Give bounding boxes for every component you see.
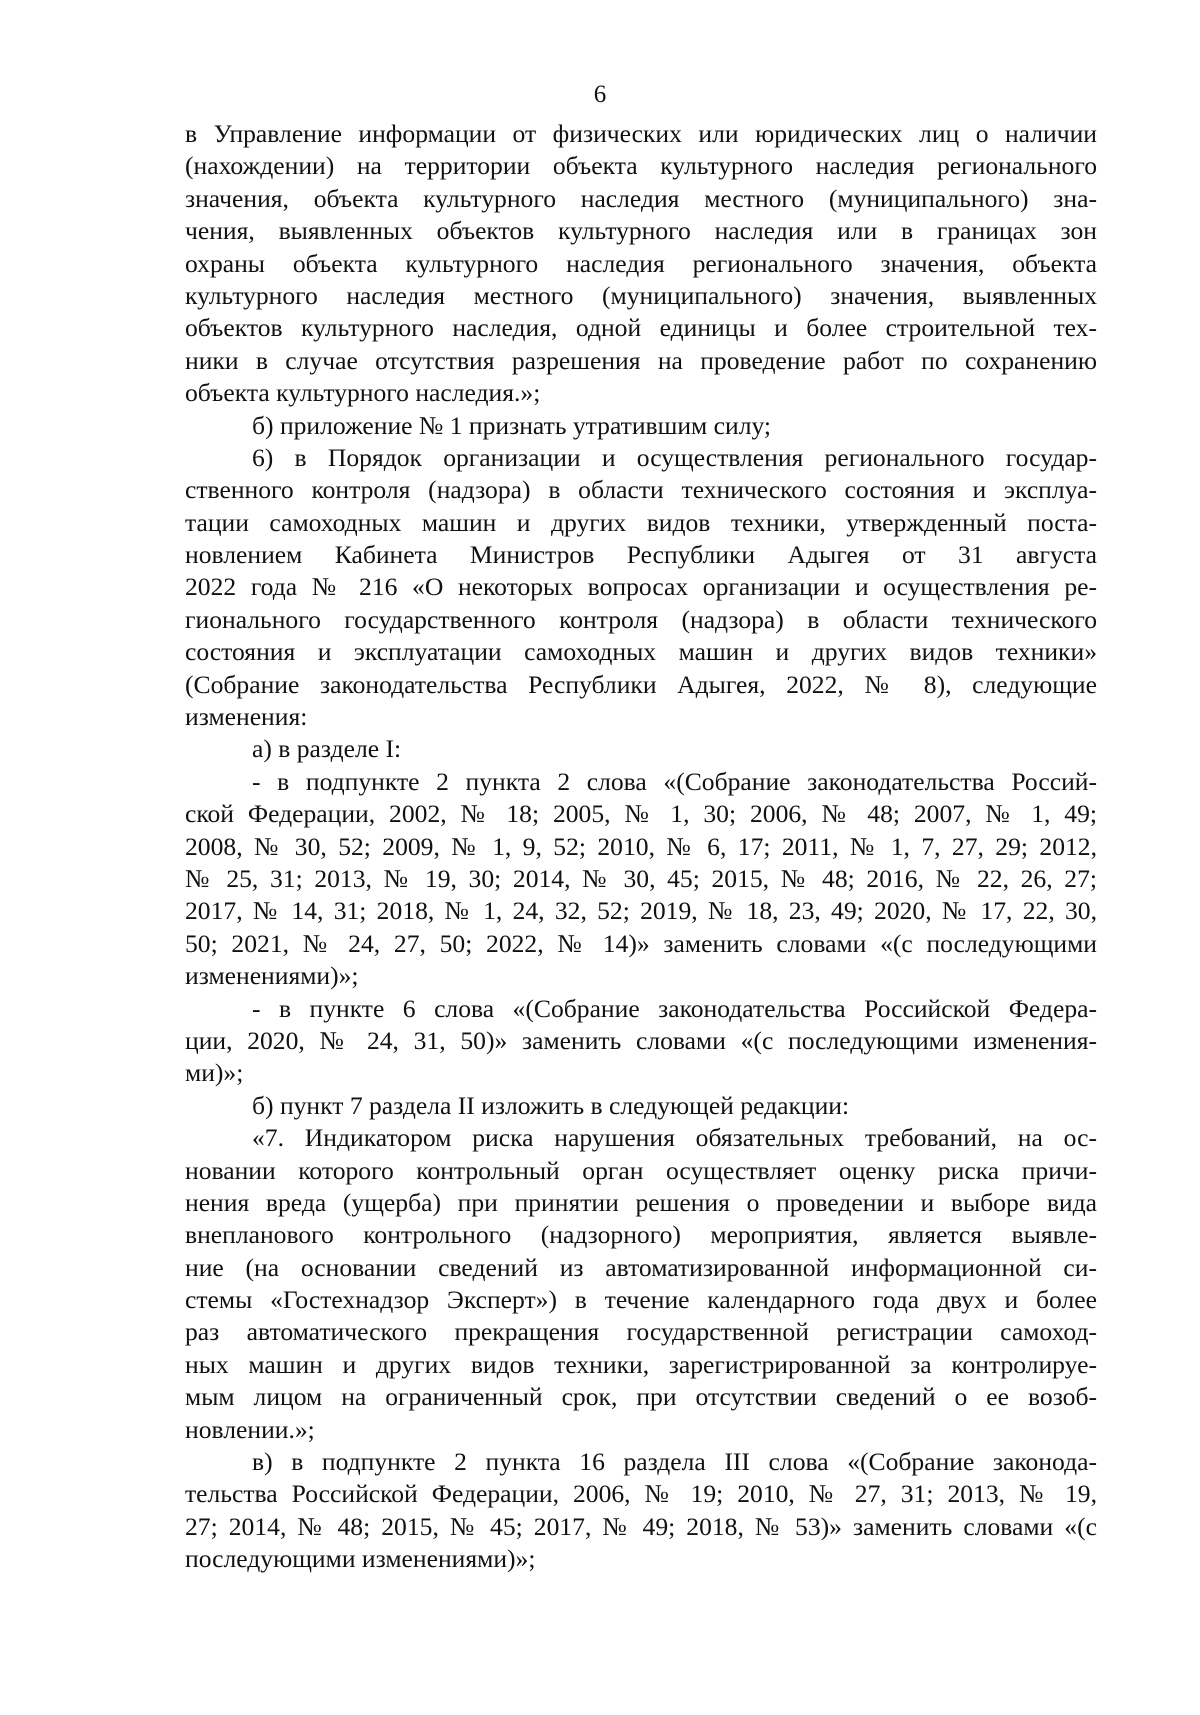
text-line: новлении.»; (185, 1414, 315, 1444)
text-line: новлением Кабинета Министров Республики Адыгея от 31 августа (185, 540, 1097, 570)
text-line: ской Федерации, 2002, № 18; 2005, № 1, 30; 2006, № 48; 2007, № 1, 49; (185, 799, 1097, 829)
text-line: в) в подпункте 2 пункта 16 раздела III слова «(Собрание законода- (252, 1447, 1097, 1477)
text-line: охраны объекта культурного наследия регионального значения, объекта (185, 248, 1097, 278)
text-line: состояния и эксплуатации самоходных машин и других видов техники» (185, 637, 1097, 667)
text-line: чения, выявленных объектов культурного наследия или в границах зон (185, 216, 1097, 246)
text-line: нения вреда (ущерба) при принятии решения о проведении и выборе вида (185, 1187, 1097, 1217)
text-line: стемы «Гостехнадзор Эксперт») в течение календарного года двух и более (185, 1285, 1097, 1315)
text-line: последующими изменениями)»; (185, 1544, 536, 1574)
text-line: тации самоходных машин и других видов техники, утвержденный поста- (185, 507, 1097, 537)
text-line: объектов культурного наследия, одной единицы и более строительной тех- (185, 313, 1097, 343)
text-line: раз автоматического прекращения государственной регистрации самоход- (185, 1317, 1097, 1347)
text-line: ции, 2020, № 24, 31, 50)» заменить словами «(с последующими изменения- (185, 1025, 1097, 1055)
page-number: 6 (593, 81, 607, 108)
document-body (185, 118, 1097, 1576)
text-line: в Управление информации от физических или юридических лиц о наличии (185, 119, 1097, 148)
text-line: культурного наследия местного (муниципального) значения, выявленных (185, 280, 1097, 310)
text-line: 50; 2021, № 24, 27, 50; 2022, № 14)» заменить словами «(с последующими (185, 928, 1097, 958)
text-line: ние (на основании сведений из автоматизированной информационной си- (185, 1252, 1097, 1282)
text-line: (нахождении) на территории объекта культурного наследия регионального (185, 151, 1097, 181)
text-line: объекта культурного наследия.»; (185, 378, 541, 408)
text-line: внепланового контрольного (надзорного) мероприятия, является выявле- (185, 1220, 1097, 1250)
text-line: 2008, № 30, 52; 2009, № 1, 9, 52; 2010, № 6, 17; 2011, № 1, 7, 27, 29; 2012, (185, 831, 1097, 861)
text-line: ми)»; (185, 1058, 244, 1088)
text-line: № 25, 31; 2013, № 19, 30; 2014, № 30, 45; 2015, № 48; 2016, № 22, 26, 27; (185, 863, 1097, 893)
text-line: «7. Индикатором риска нарушения обязательных требований, на ос- (252, 1123, 1097, 1153)
text-line: б) пункт 7 раздела II изложить в следующей редакции: (252, 1090, 850, 1120)
text-line: значения, объекта культурного наследия местного (муниципального) зна- (185, 183, 1097, 213)
text-line: мым лицом на ограниченный срок, при отсутствии сведений о ее возоб- (185, 1382, 1097, 1412)
text-line: ники в случае отсутствия разрешения на проведение работ по сохранению (185, 345, 1097, 375)
text-line: - в подпункте 2 пункта 2 слова «(Собрание законодательства Россий- (252, 766, 1097, 796)
text-line: гионального государственного контроля (надзора) в области технического (185, 604, 1097, 634)
text-line: изменения: (185, 702, 308, 732)
text-line: 6) в Порядок организации и осуществления регионального государ- (252, 442, 1097, 472)
text-line: ных машин и других видов техники, зарегистрированной за контролируе- (185, 1349, 1097, 1379)
text-line: а) в разделе I: (252, 734, 402, 764)
text-line: б) приложение № 1 признать утратившим силу; (252, 410, 772, 440)
text-line: 2017, № 14, 31; 2018, № 1, 24, 32, 52; 2019, № 18, 23, 49; 2020, № 17, 22, 30, (185, 896, 1097, 926)
text-line: 2022 года № 216 «О некоторых вопросах организации и осуществления ре- (185, 572, 1097, 602)
text-line: (Собрание законодательства Республики Адыгея, 2022, № 8), следующие (185, 669, 1097, 699)
text-line: ственного контроля (надзора) в области технического состояния и эксплуа- (185, 475, 1097, 505)
text-line: 27; 2014, № 48; 2015, № 45; 2017, № 49; 2018, № 53)» заменить словами «(с (185, 1511, 1097, 1541)
text-line: новании которого контрольный орган осуществляет оценку риска причи- (185, 1155, 1097, 1185)
text-line: тельства Российской Федерации, 2006, № 19; 2010, № 27, 31; 2013, № 19, (185, 1479, 1097, 1509)
text-line: изменениями)»; (185, 961, 359, 991)
text-line: - в пункте 6 слова «(Собрание законодательства Российской Федера- (252, 993, 1097, 1023)
